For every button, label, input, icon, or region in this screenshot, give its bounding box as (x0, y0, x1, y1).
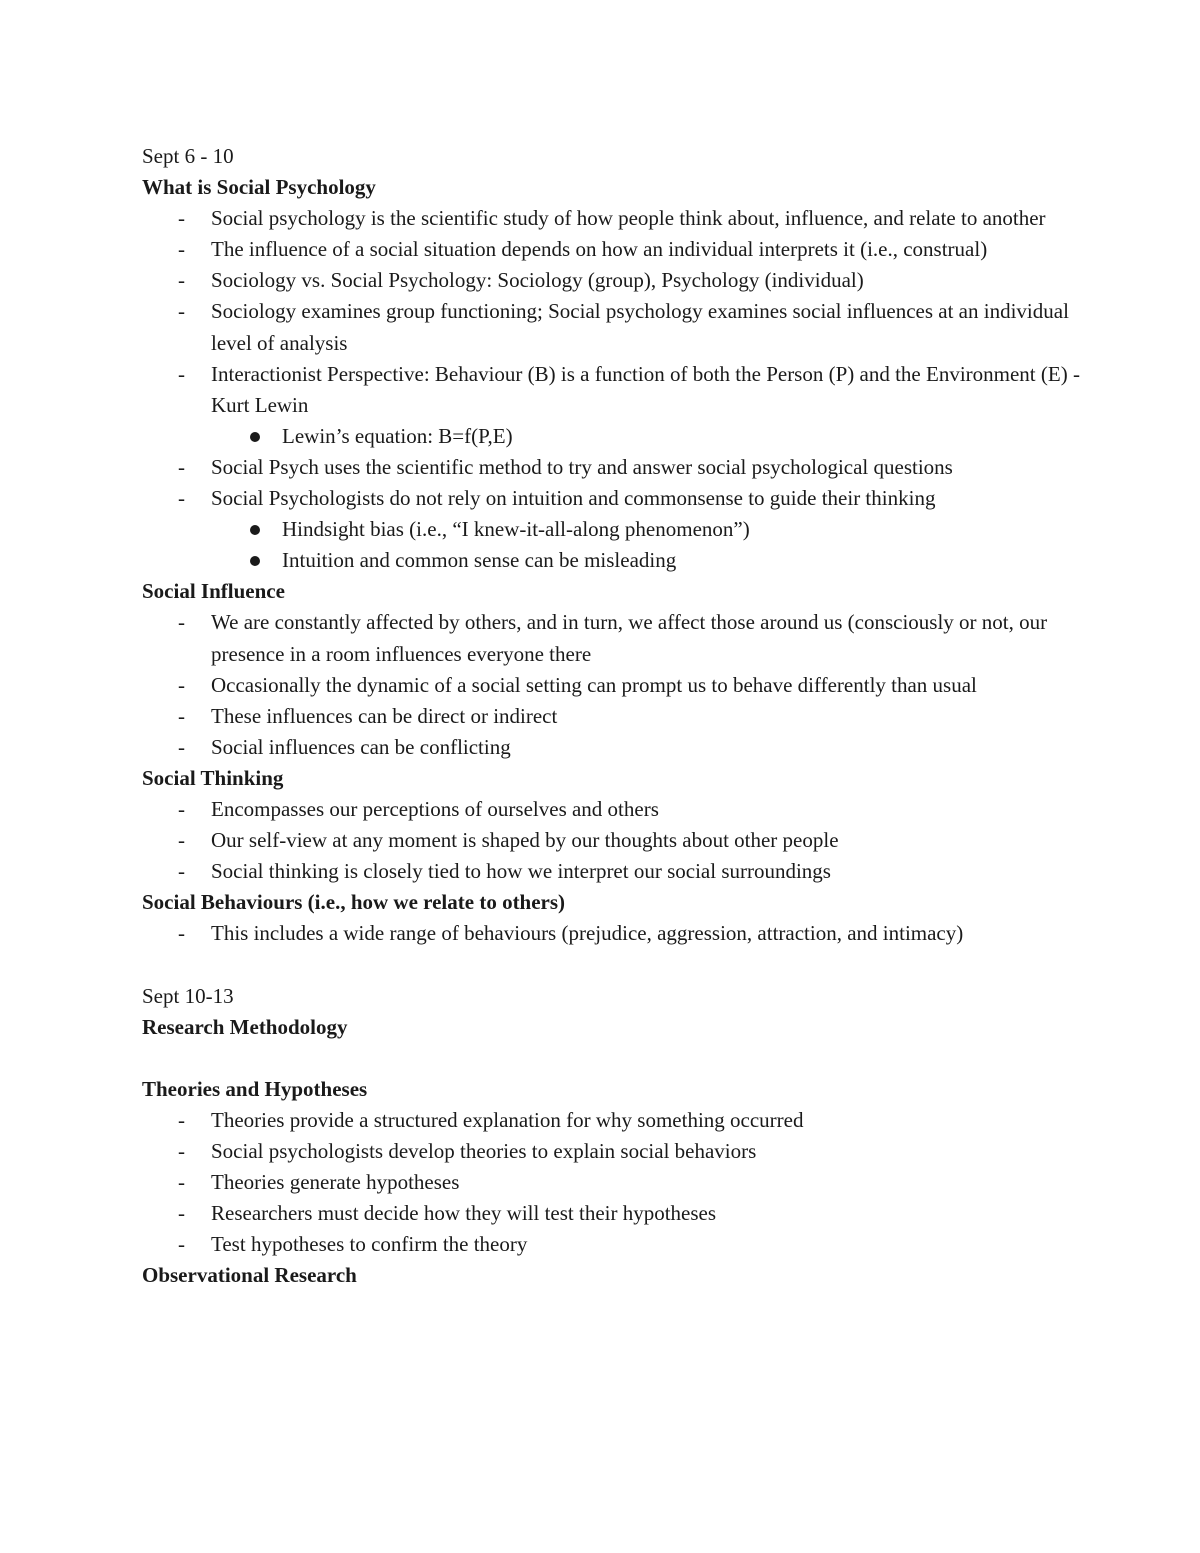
blank-line (142, 949, 1082, 980)
list-item-text: Social psychology is the scientific study of how people think about, influence, and relate to another (211, 206, 1046, 231)
section-heading: What is Social Psychology (142, 175, 376, 200)
dash-list-item (142, 483, 1082, 514)
bullet-list-item (142, 514, 1082, 545)
dash-marker: - (178, 1170, 185, 1195)
dash-marker: - (178, 361, 185, 386)
list-item-text: Our self-view at any moment is shaped by our thoughts about other people (211, 828, 839, 853)
list-item-text: We are constantly affected by others, and in turn, we affect those around us (consciously or not, our presence in a room influences everyone there (211, 610, 1048, 666)
list-item-text: Intuition and common sense can be misleading (282, 548, 677, 573)
dash-marker: - (178, 1107, 185, 1132)
list-item-text: Theories generate hypotheses (211, 1170, 460, 1195)
bullet-dot-icon (250, 432, 260, 442)
dash-list-item (142, 856, 1082, 887)
dash-marker: - (178, 828, 185, 853)
list-item-text: Lewin’s equation: B=f(P,E) (282, 423, 513, 448)
list-item-text: Occasionally the dynamic of a social setting can prompt us to behave differently than usual (211, 672, 977, 697)
section-heading: Social Behaviours (i.e., how we relate to others) (142, 890, 566, 915)
dash-marker: - (178, 486, 185, 511)
dash-list-item (142, 701, 1082, 732)
list-item-text: Interactionist Perspective: Behaviour (B) is a function of both the Person (P) and the Environment (E) - Kurt Lewin (211, 361, 1080, 417)
dash-list-item (142, 1136, 1082, 1167)
dash-marker: - (178, 1139, 185, 1163)
date-line: Sept 6 - 10 (142, 144, 234, 168)
dash-list-item (142, 203, 1082, 234)
dash-list-item (142, 670, 1082, 701)
list-item-text: Hindsight bias (i.e., “I knew-it-all-along phenomenon”) (282, 517, 750, 542)
list-item-text: Encompasses our perceptions of ourselves and others (211, 796, 659, 821)
dash-marker: - (178, 672, 185, 697)
section-heading: Social Thinking (142, 765, 284, 790)
list-item-text: Social psychologists develop theories to explain social behaviors (211, 1139, 757, 1163)
section-heading: Theories and Hypotheses (142, 1076, 368, 1101)
section-heading: Social Influence (142, 579, 285, 604)
dash-list-item (142, 234, 1082, 265)
dash-marker: - (178, 610, 185, 635)
list-item-text: Test hypotheses to confirm the theory (211, 1232, 528, 1257)
list-item-text: This includes a wide range of behaviours (prejudice, aggression, attraction, and intimacy) (211, 921, 964, 946)
bullet-list-item (142, 421, 1082, 452)
dash-list-item (142, 825, 1082, 856)
section-heading: Observational Research (142, 1263, 357, 1288)
dash-marker: - (178, 237, 185, 262)
dash-list-item (142, 296, 1082, 358)
bullet-dot-icon (250, 556, 260, 566)
list-item-text: Researchers must decide how they will test their hypotheses (211, 1201, 717, 1226)
dash-list-item (142, 794, 1082, 825)
list-item-text: Sociology vs. Social Psychology: Sociology (group), Psychology (individual) (211, 268, 864, 293)
dash-marker: - (178, 796, 185, 821)
dash-marker: - (178, 454, 185, 479)
dash-list-item (142, 1198, 1082, 1229)
dash-list-item (142, 1105, 1082, 1136)
list-item-text: Social Psych uses the scientific method to try and answer social psychological questions (211, 454, 953, 479)
dash-marker: - (178, 859, 185, 884)
dash-list-item (142, 359, 1082, 421)
dash-marker: - (178, 268, 185, 293)
dash-list-item (142, 1167, 1082, 1198)
document-page (142, 141, 1082, 1291)
section-heading: Research Methodology (142, 1014, 348, 1039)
dash-marker: - (178, 206, 185, 231)
date-line: Sept 10-13 (142, 983, 234, 1008)
dash-marker: - (178, 703, 185, 728)
dash-list-item (142, 265, 1082, 296)
dash-list-item (142, 918, 1082, 949)
dash-list-item (142, 732, 1082, 763)
list-item-text: Social thinking is closely tied to how we interpret our social surroundings (211, 859, 831, 884)
dash-list-item (142, 607, 1082, 669)
dash-marker: - (178, 1232, 185, 1257)
list-item-text: These influences can be direct or indirect (211, 703, 558, 728)
list-item-text: Social Psychologists do not rely on intuition and commonsense to guide their thinking (211, 486, 936, 511)
dash-marker: - (178, 921, 185, 946)
dash-list-item (142, 452, 1082, 483)
bullet-dot-icon (250, 525, 260, 535)
list-item-text: Social influences can be conflicting (211, 734, 511, 759)
dash-list-item (142, 1229, 1082, 1260)
list-item-text: Sociology examines group functioning; Social psychology examines social influences at an individual level of analysis (211, 299, 1069, 355)
dash-marker: - (178, 734, 185, 759)
dash-marker: - (178, 1201, 185, 1226)
dash-marker: - (178, 299, 185, 324)
list-item-text: The influence of a social situation depends on how an individual interprets it (i.e., construal) (211, 237, 988, 262)
bullet-list-item (142, 545, 1082, 576)
list-item-text: Theories provide a structured explanation for why something occurred (211, 1107, 804, 1132)
blank-line (142, 1043, 1082, 1074)
